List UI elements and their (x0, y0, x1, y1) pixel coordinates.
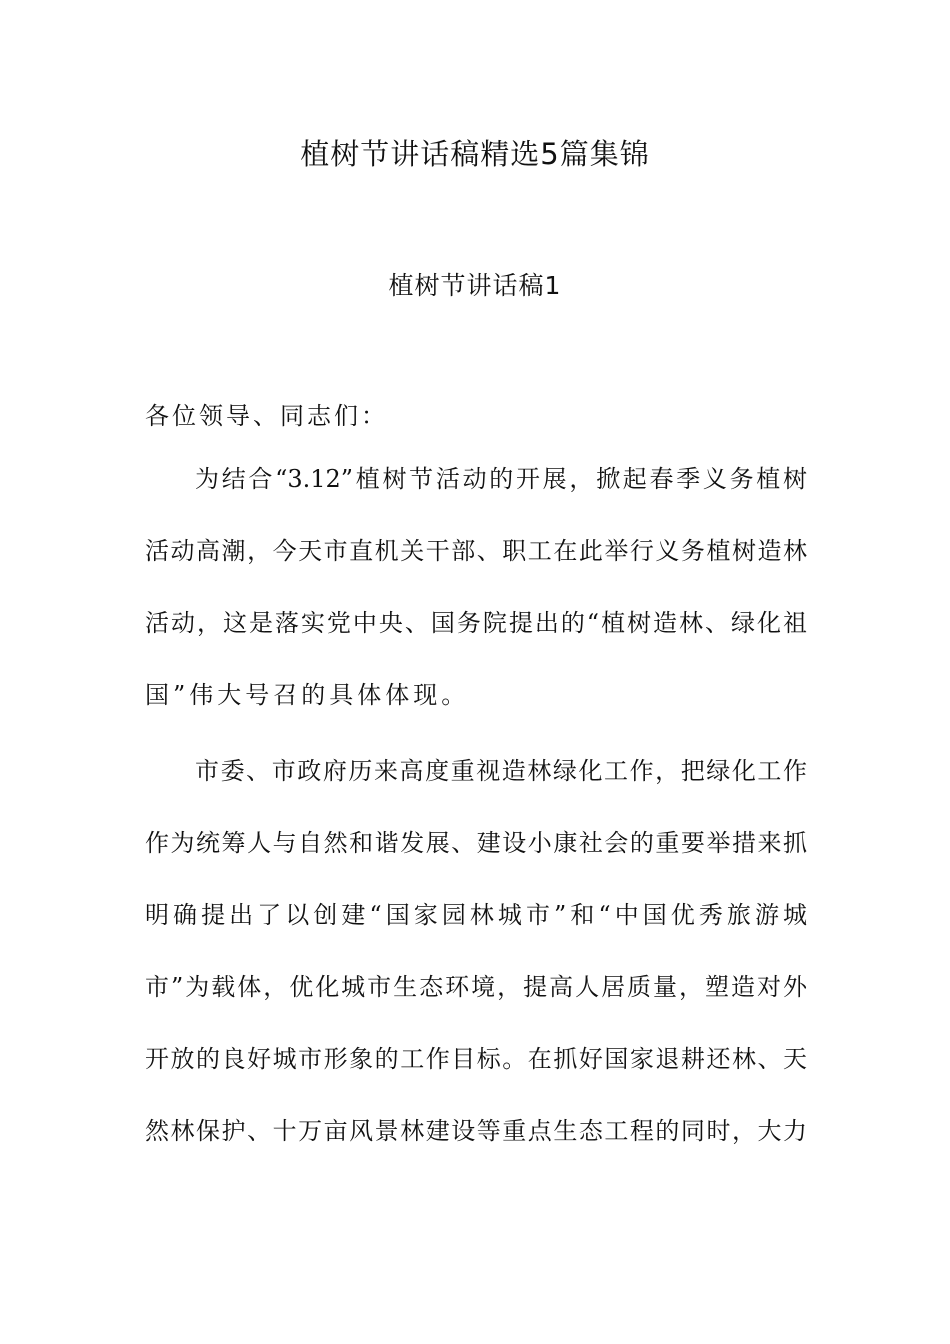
paragraph-line: 市委、市政府历来高度重视造林绿化工作，把绿化工作 (195, 757, 807, 785)
paragraph-line: 明确提出了以创建“国家园林城市”和“中国优秀旅游城 (145, 901, 807, 929)
paragraph-line: 市”为载体，优化城市生态环境，提高人居质量，塑造对外 (145, 973, 807, 1001)
paragraph-line: 活动，这是落实党中央、国务院提出的“植树造林、绿化祖 (145, 609, 807, 637)
greeting-line: 各位领导、同志们： (145, 402, 388, 430)
paragraph-line: 作为统筹人与自然和谐发展、建设小康社会的重要举措来抓 (145, 829, 807, 857)
paragraph-line: 然林保护、十万亩风景林建设等重点生态工程的同时，大力 (145, 1117, 807, 1145)
paragraph-line: 国”伟大号召的具体体现。 (145, 681, 470, 709)
paragraph-line: 开放的良好城市形象的工作目标。在抓好国家退耕还林、天 (145, 1045, 807, 1073)
paragraph-line: 为结合“3.12”植树节活动的开展，掀起春季义务植树 (195, 465, 807, 493)
paragraph-line: 活动高潮，今天市直机关干部、职工在此举行义务植树造林 (145, 537, 807, 565)
document-title: 植树节讲话稿精选5篇集锦 (300, 137, 650, 171)
section-title: 植树节讲话稿1 (388, 271, 562, 300)
